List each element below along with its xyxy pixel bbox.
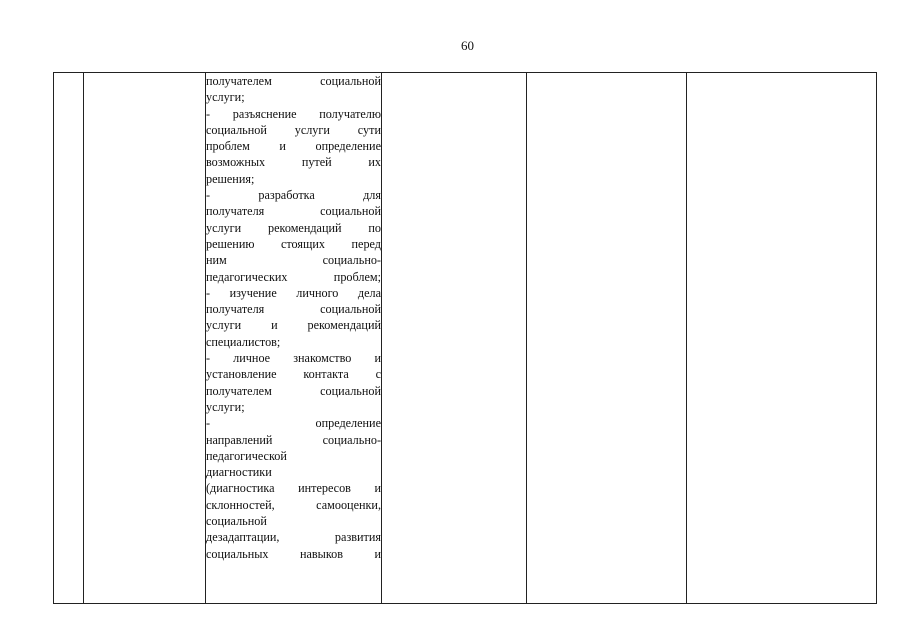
- table-row: [54, 73, 877, 604]
- number-cell: [54, 73, 84, 604]
- description-line: - изучение личного дела: [206, 285, 381, 300]
- standard-cell: [527, 73, 687, 604]
- description-line: специалистов;: [206, 334, 281, 349]
- description-line: получателем социальной: [206, 383, 381, 398]
- description-line: дезадаптации, развития: [206, 530, 381, 545]
- service-name-cell: [84, 73, 206, 604]
- description-line: диагностики: [206, 465, 272, 480]
- description-line: услуги;: [206, 399, 245, 414]
- description-line: педагогической: [206, 448, 287, 463]
- description-line: ним социально-: [206, 253, 381, 268]
- description-line: социальной услуги сути: [206, 122, 381, 137]
- description-line: установление контакта с: [206, 367, 381, 382]
- description-line: социальной: [206, 514, 267, 529]
- description-line: - определение: [206, 416, 381, 431]
- description-line: направлений социально-: [206, 432, 381, 447]
- description-line: - разработка для: [206, 188, 381, 203]
- page-number: 60: [461, 38, 474, 53]
- term-cell: [382, 73, 527, 604]
- description-text: [206, 73, 381, 562]
- description-line: получателя социальной: [206, 302, 381, 317]
- evaluation-cell: [687, 73, 877, 604]
- description-line: получателя социальной: [206, 204, 381, 219]
- description-line: склонностей, самооценки,: [206, 497, 381, 512]
- description-line: решения;: [206, 171, 255, 186]
- description-line: (диагностика интересов и: [206, 481, 381, 496]
- description-line: услуги и рекомендаций: [206, 318, 381, 333]
- description-line: социальных навыков и: [206, 546, 381, 561]
- description-line: получателем социальной: [206, 74, 381, 88]
- description-line: - разъяснение получателю: [206, 106, 381, 121]
- description-line: - личное знакомство и: [206, 351, 381, 366]
- description-line: проблем и определение: [206, 139, 381, 154]
- description-line: решению стоящих перед: [206, 236, 381, 251]
- description-line: услуги;: [206, 90, 245, 105]
- services-table: [53, 72, 877, 604]
- service-description-cell: [206, 73, 382, 604]
- description-line: педагогических проблем;: [206, 269, 381, 284]
- description-line: возможных путей их: [206, 155, 381, 170]
- description-line: услуги рекомендаций по: [206, 220, 381, 235]
